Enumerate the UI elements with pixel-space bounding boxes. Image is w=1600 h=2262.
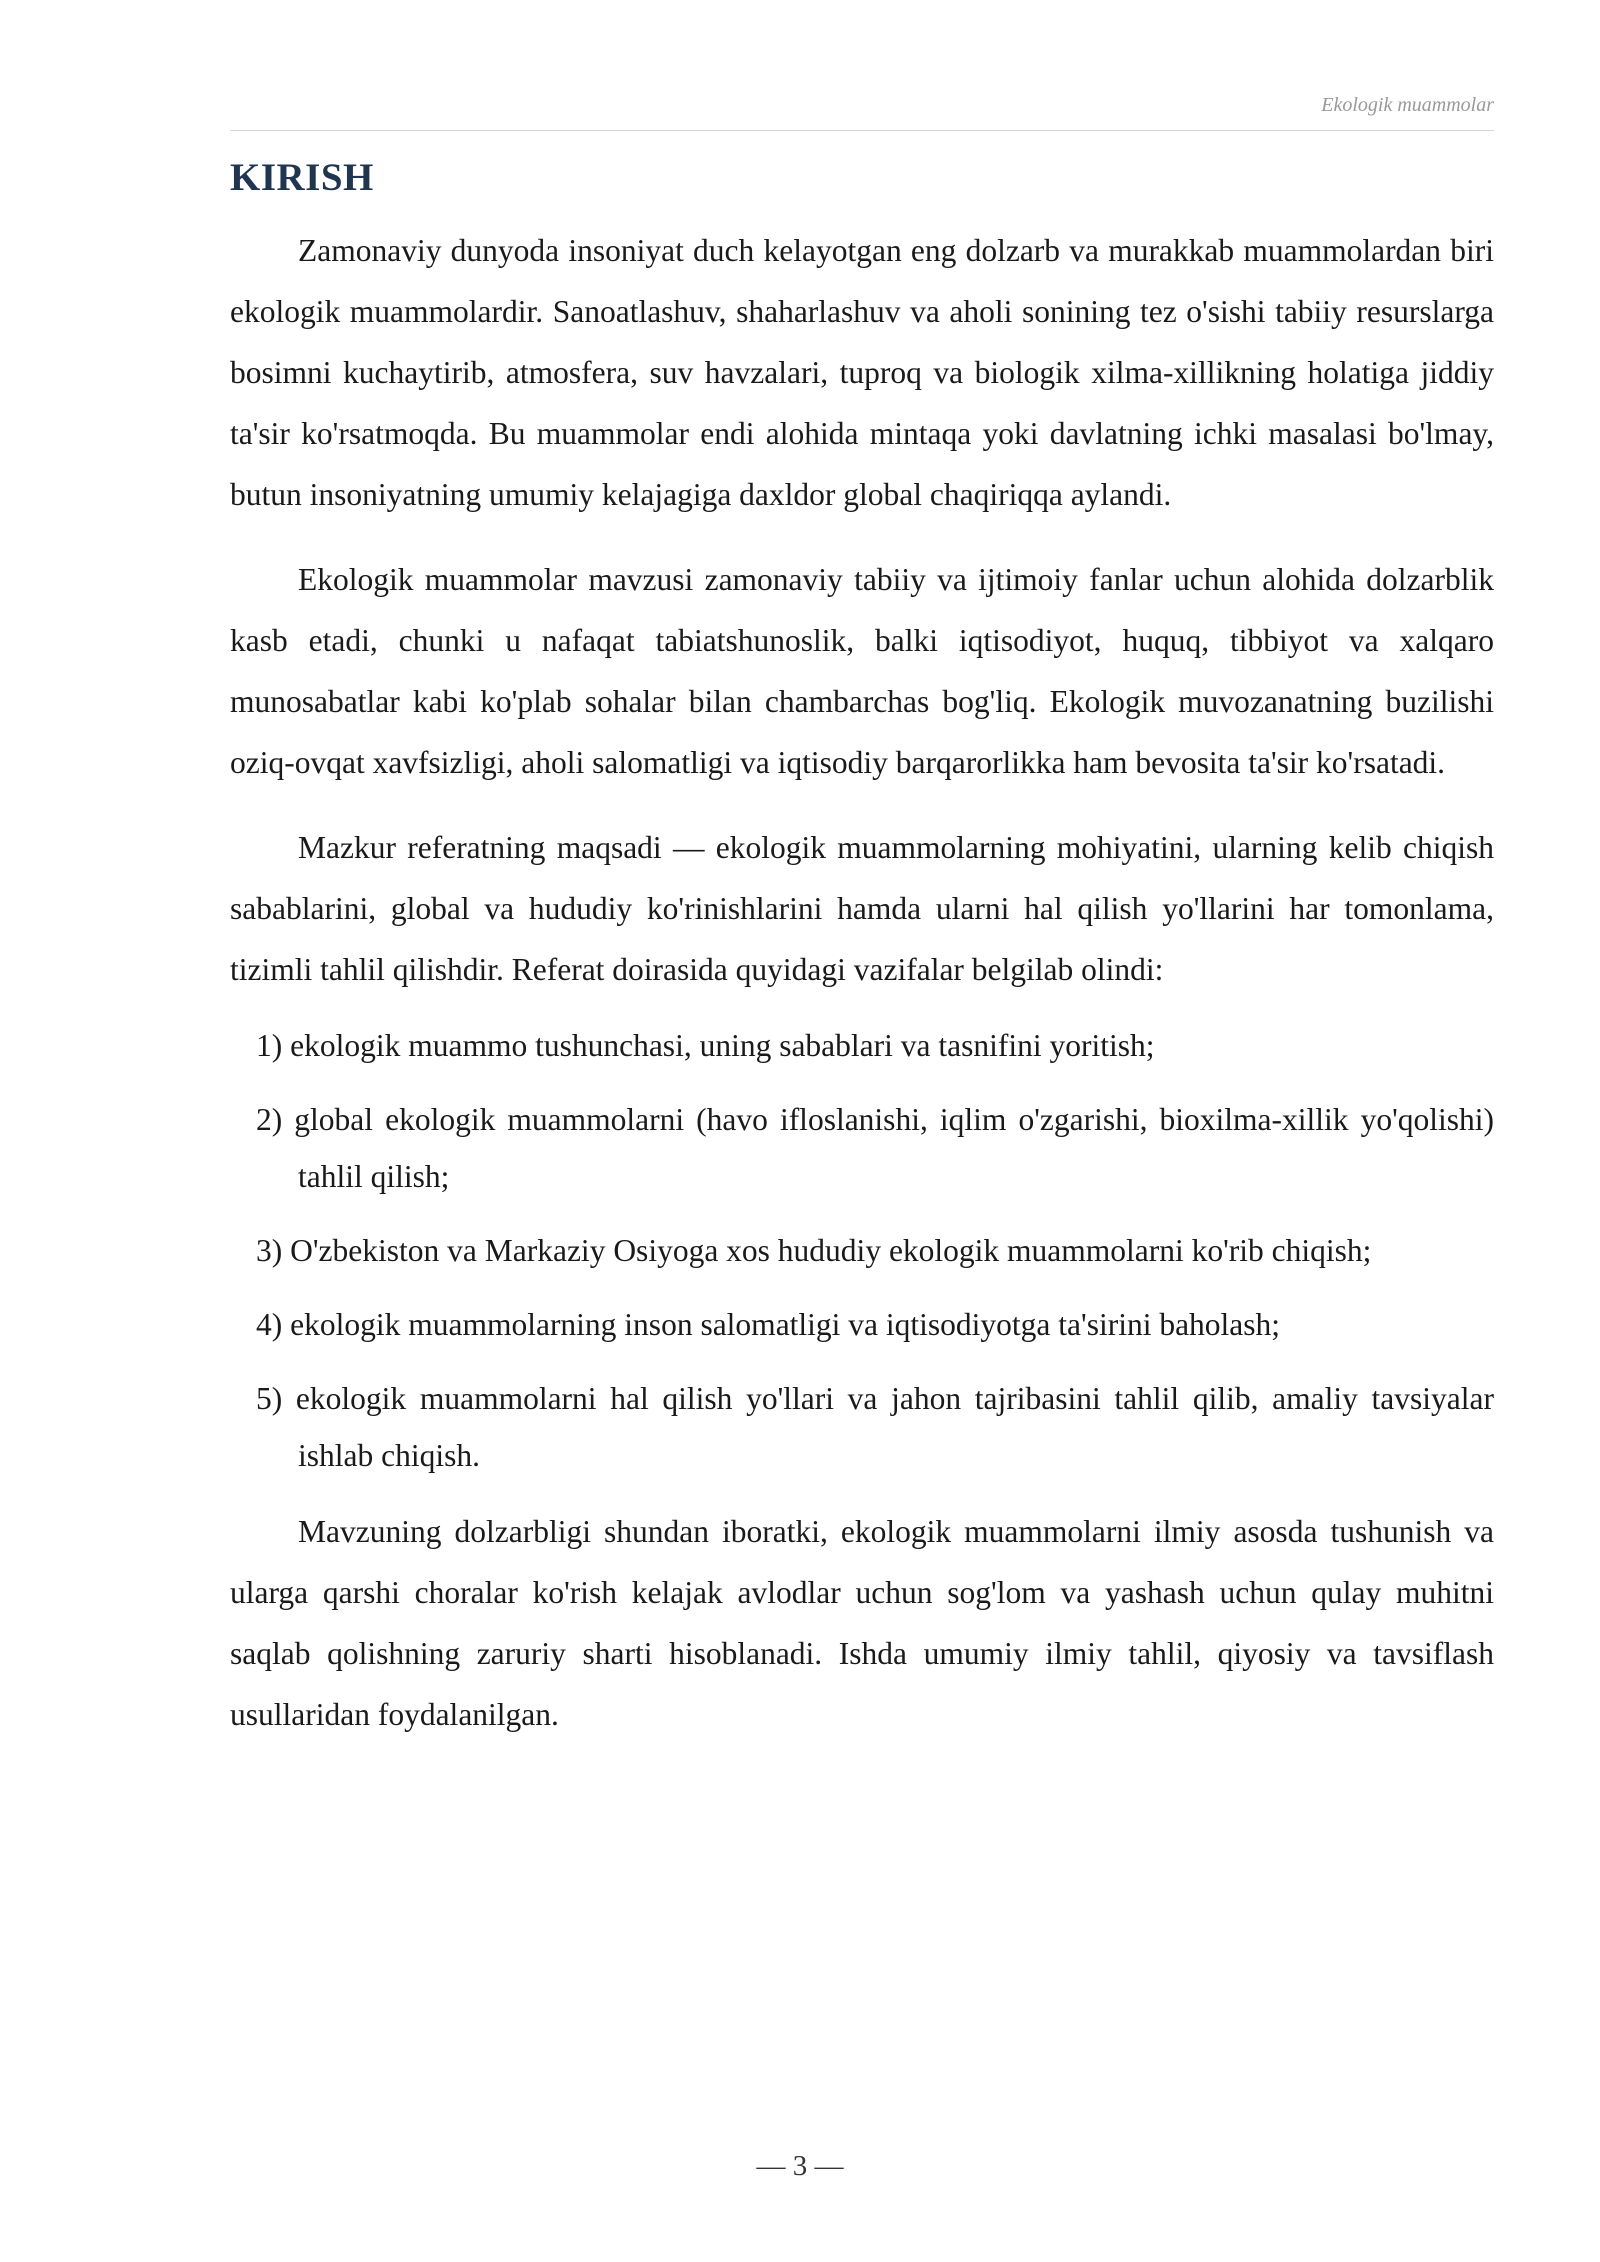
task-item-3: 3) O'zbekiston va Markaziy Osiyoga xos hududiy ekologik muammolarni ko'rib chiqish;	[256, 1233, 1372, 1268]
section-title: KIRISH	[230, 156, 374, 199]
page-content	[230, 150, 1494, 1745]
intro-paragraph-1: Zamonaviy dunyoda insoniyat duch kelayotgan eng dolzarb va murakkab muammolardan biri ekologik muammolardir. Sanoatlashuv, shaharlashuv va aholi sonining tez o'sishi tabiiy resurslarga bosimni kuchaytirib, atmosfera, suv havzalari, tuproq va biologik xilma-xillikning holatiga jiddiy ta'sir ko'rsatmoqda. Bu muammolar endi alohida mintaqa yoki davlatning ichki masalasi bo'lmay, butun insoniyatning umumiy kelajagiga daxldor global chaqiriqqa aylandi.	[230, 233, 1494, 512]
task-item-1: 1) ekologik muammo tushunchasi, uning sabablari va tasnifini yoritish;	[256, 1028, 1155, 1063]
header-divider	[230, 130, 1494, 131]
intro-paragraph-3: Mazkur referatning maqsadi — ekologik muammolarning mohiyatini, ularning kelib chiqish sabablarini, global va hududiy ko'rinishlarini hamda ularni hal qilish yo'llarini har tomonlama, tizimli tahlil qilishdir. Referat doirasida quyidagi vazifalar belgilab olindi:	[230, 830, 1494, 987]
task-item-5: 5) ekologik muammolarni hal qilish yo'llari va jahon tajribasini tahlil qilib, amaliy tavsiyalar ishlab chiqish.	[256, 1381, 1494, 1473]
intro-paragraph-2: Ekologik muammolar mavzusi zamonaviy tabiiy va ijtimoiy fanlar uchun alohida dolzarblik kasb etadi, chunki u nafaqat tabiatshunoslik, balki iqtisodiyot, huquq, tibbiyot va xalqaro munosabatlar kabi ko'plab sohalar bilan chambarchas bog'liq. Ekologik muvozanatning buzilishi oziq-ovqat xavfsizligi, aholi salomatligi va iqtisodiy barqarorlikka ham bevosita ta'sir ko'rsatadi.	[230, 562, 1494, 780]
task-item-4: 4) ekologik muammolarning inson salomatligi va iqtisodiyotga ta'sirini baholash;	[256, 1307, 1281, 1342]
closing-paragraph: Mavzuning dolzarbligi shundan iboratki, ekologik muammolarni ilmiy asosda tushunish va ularga qarshi choralar ko'rish kelajak avlodlar uchun sog'lom va yashash uchun qulay muhitni saqlab qolishning zaruriy sharti hisoblanadi. Ishda umumiy ilmiy tahlil, qiyosiy va tavsiflash usullaridan foydalanilgan.	[230, 1514, 1494, 1732]
page-number: — 3 —	[756, 2150, 844, 2182]
task-item-2: 2) global ekologik muammolarni (havo ifloslanishi, iqlim o'zgarishi, bioxilma-xillik yo'qolishi) tahlil qilish;	[256, 1102, 1494, 1194]
task-list	[230, 1017, 1494, 1484]
running-header: Ekologik muammolar	[1321, 94, 1494, 116]
